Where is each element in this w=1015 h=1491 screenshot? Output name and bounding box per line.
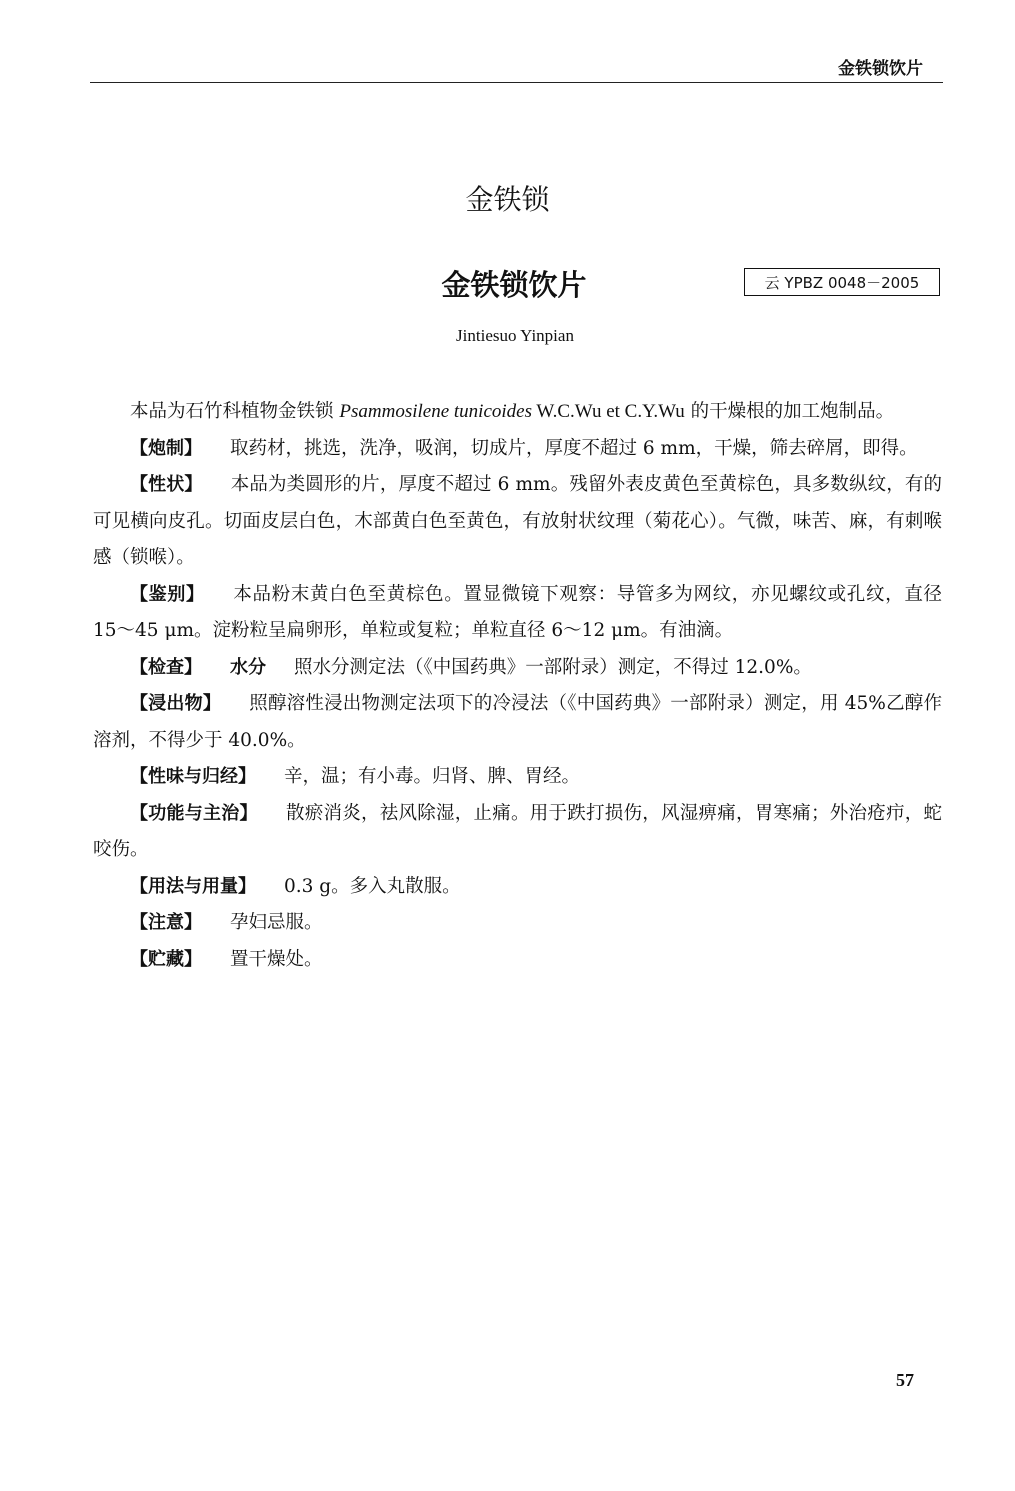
section-tag: 【检查】: [130, 656, 202, 678]
section-zhucang: [93, 942, 942, 979]
section-paozhi: [93, 431, 942, 468]
section-gongneng: [93, 796, 942, 869]
section-jianbie: [93, 577, 942, 650]
section-text: 散瘀消炎，祛风除湿，止痛。用于跌打损伤，风湿痹痛，胃寒痛；外治疮疖，蛇咬伤。: [93, 802, 942, 860]
section-xingzhuang: [93, 467, 942, 577]
section-text: 辛，温；有小毒。归肾、脾、胃经。: [284, 766, 581, 787]
latin-name: Psammosilene tunicoides: [339, 401, 532, 422]
section-text: 本品为类圆形的片，厚度不超过 6 mm。残留外表皮黄色至黄棕色，具多数纵纹，有的可见横向皮孔。切面皮层白色，木部黄白色至黄色，有放射状纹理（菊花心）。气微，味苦、麻，有刺喉感（锁喉）。: [93, 474, 942, 568]
section-tag: 【功能与主治】: [130, 802, 258, 824]
page-number: 57: [896, 1370, 914, 1390]
section-tag: 【贮藏】: [130, 948, 202, 970]
section-text: 取药材，挑选，洗净，吸润，切成片，厚度不超过 6 mm，干燥，筛去碎屑，即得。: [230, 437, 918, 459]
section-jiancha: [93, 650, 942, 687]
section-xingwei: [93, 759, 942, 796]
running-head: 金铁锁饮片: [838, 59, 923, 79]
sub-title: 金铁锁饮片: [441, 268, 587, 302]
pinyin-title: Jintiesuo Yinpian: [456, 326, 574, 345]
section-zhuyi: [93, 905, 942, 942]
section-tag: 【性状】: [130, 474, 203, 495]
section-tag: 【用法与用量】: [130, 875, 256, 897]
section-text: 孕妇忌服。: [230, 912, 323, 933]
section-text: 置干燥处。: [230, 948, 323, 970]
section-text: 照水分测定法（《中国药典》一部附录）测定，不得过 12.0%。: [294, 656, 812, 678]
section-text: 照醇溶性浸出物测定法项下的冷浸法（《中国药典》一部附录）测定，用 45%乙醇作溶剂，不得少于 40.0%。: [93, 693, 942, 751]
intro-paragraph: [93, 394, 942, 431]
section-tag: 【注意】: [130, 912, 202, 933]
standard-number-box: 云 YPBZ 0048－2005: [744, 268, 940, 296]
main-title: 金铁锁: [465, 183, 550, 216]
section-tag: 【炮制】: [130, 437, 202, 459]
intro-post: 的干燥根的加工炮制品。: [684, 401, 895, 422]
section-text: 0.3 g。多入丸散服。: [284, 875, 461, 897]
section-tag: 【性味与归经】: [130, 766, 256, 787]
section-jinchuwu: [93, 686, 942, 759]
latin-authors: W.C.Wu et C.Y.Wu: [532, 401, 685, 422]
section-tag: 【鉴别】: [130, 583, 205, 605]
monograph-body: [93, 394, 942, 978]
header-rule: [90, 82, 943, 83]
section-text: 本品粉末黄白色至黄棕色。置显微镜下观察：导管多为网纹，亦见螺纹或孔纹，直径 15～45 μm。淀粉粒呈扁卵形，单粒或复粒；单粒直径 6～12 μm。有油滴。: [93, 583, 942, 641]
intro-pre: 本品为石竹科植物金铁锁: [130, 401, 340, 422]
section-tag: 【浸出物】: [130, 693, 222, 714]
section-yongfa: [93, 869, 942, 906]
section-subtag: 水分: [230, 656, 266, 678]
